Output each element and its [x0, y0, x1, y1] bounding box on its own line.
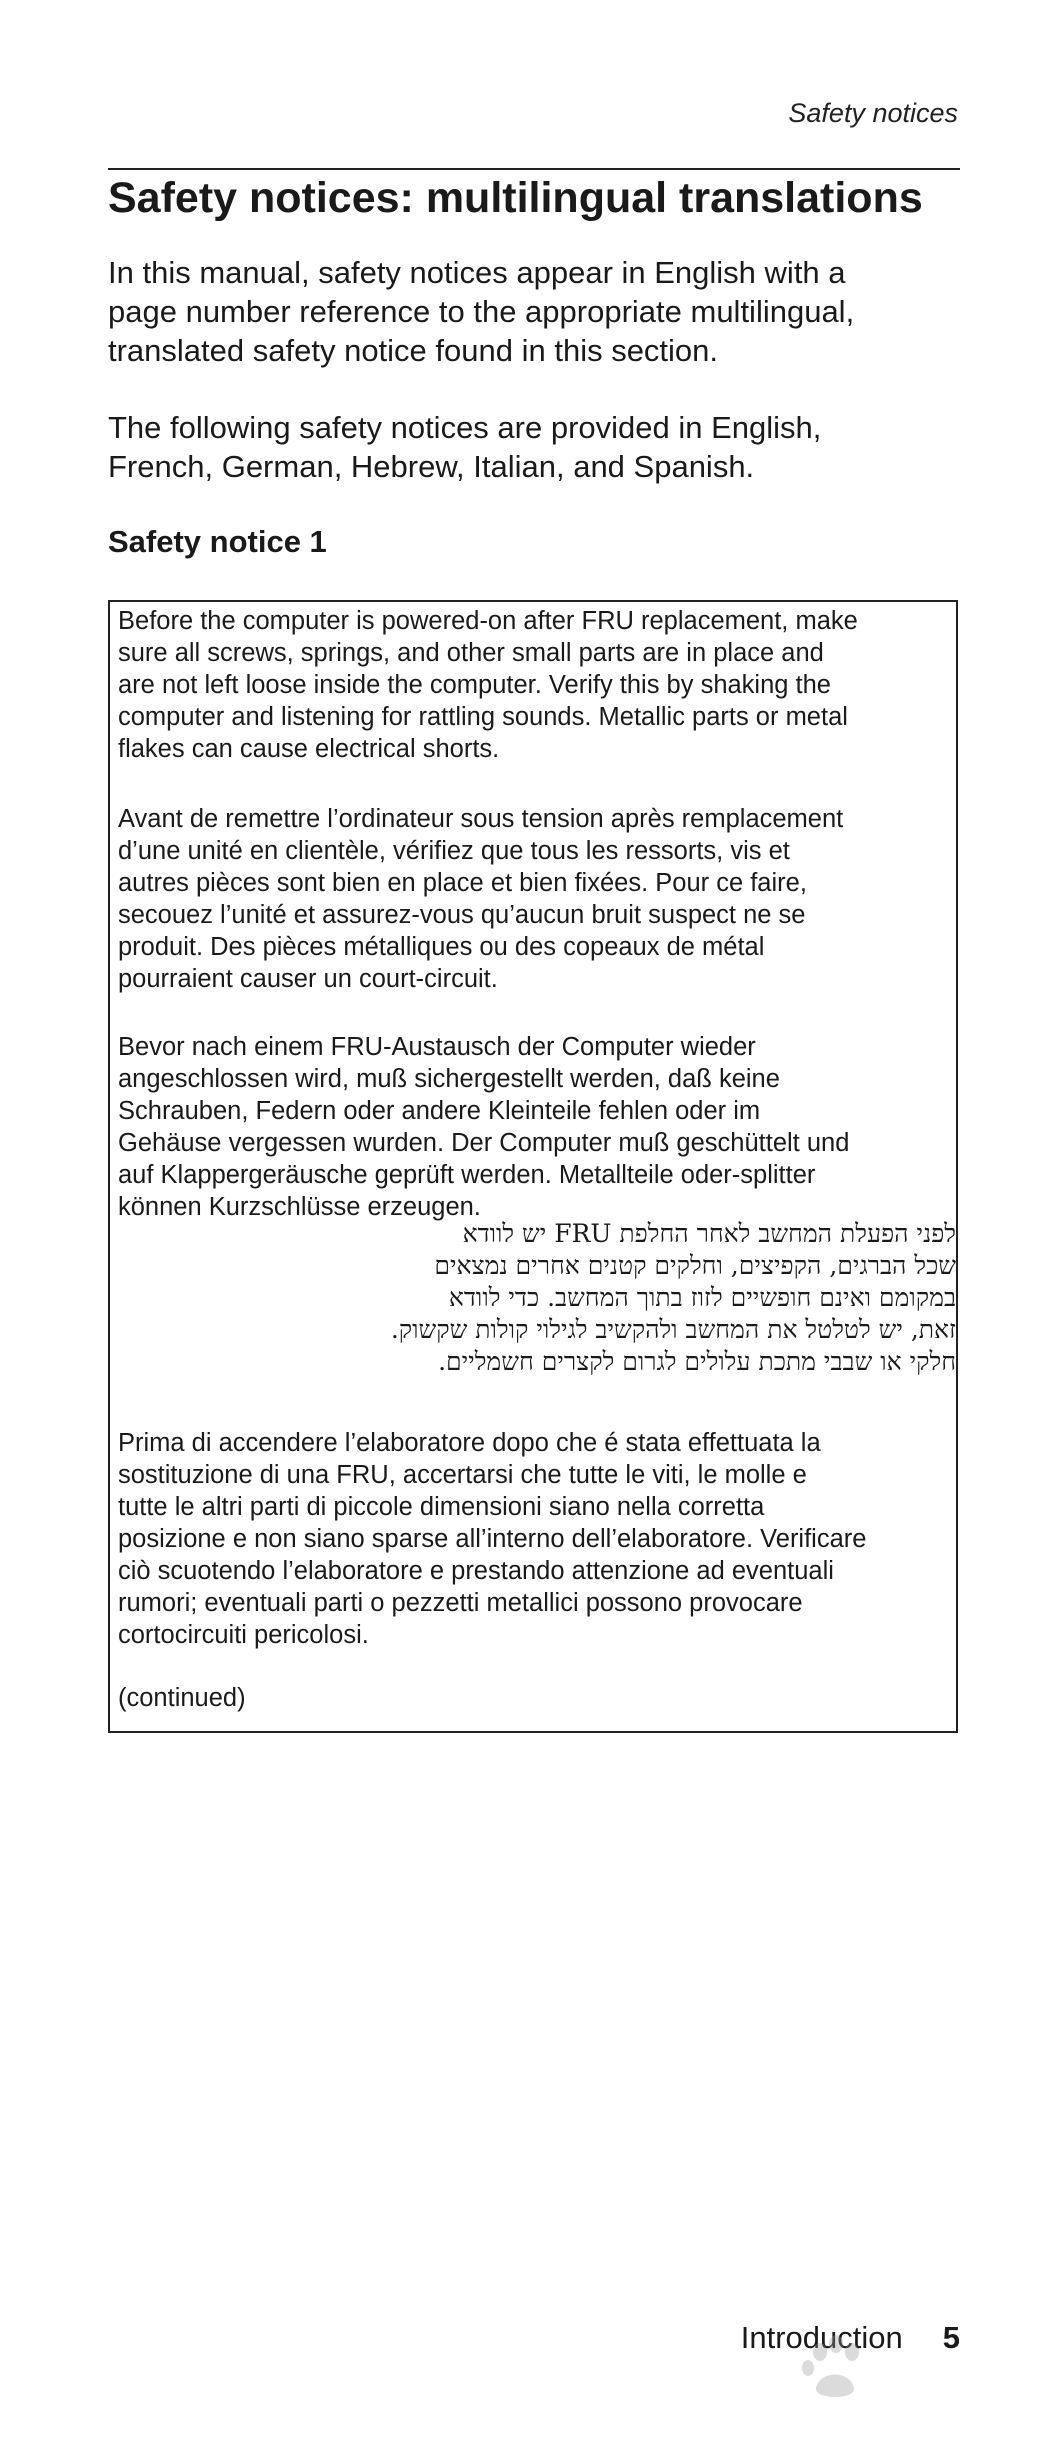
header-rule: [108, 168, 960, 170]
intro-text-1: In this manual, safety notices appear in English with a page number reference to the appropriate multilingual, translated safety notice found in this section.: [108, 255, 855, 368]
running-head: Safety notices: [788, 98, 958, 128]
page-number: 5: [942, 2320, 960, 2355]
watermark-paw-icon: [780, 2330, 976, 2420]
intro-paragraph-1: [108, 253, 968, 370]
notice-german: Bevor nach einem FRU-Austausch der Computer wieder angeschlossen wird, muß sichergestellt werden, daß keine Schrauben, Federn oder andere Kleinteile fehlen oder im Gehäuse vergessen wurden. Der Computer muß geschüttelt und auf Klappergeräusche geprüft werden. Metallteile oder-splitter können Kurzschlüsse erzeugen.: [118, 1033, 850, 1221]
footer-section: Introduction: [740, 2320, 903, 2355]
notice-italian: Prima di accendere l’elaboratore dopo che é stata effettuata la sostituzione di una FRU, accertarsi che tutte le viti, le molle e tutte le altri parti di piccole dimensioni siano nella corretta posizione e non siano sparse all’interno dell’elaboratore. Verificare ciò scuotendo l’elaboratore e prestando attenzione ad eventuali rumori; eventuali parti o pezzetti metallici possono provocare cortocircuiti pericolosi.: [118, 1429, 867, 1649]
page-title: Safety notices: multilingual translations: [108, 174, 923, 222]
intro-paragraph-2: [108, 408, 968, 486]
section-heading: Safety notice 1: [108, 524, 327, 559]
notice-hebrew: לפני הפעלת המחשב לאחר החלפת FRU יש לוודא שכל הברגים, הקפיצים, וחלקים קטנים אחרים נמצאים במקומם ואינם חופשיים לזוז בתוך המחשב. כדי לוודא זאת, יש לטלטל את המחשב ולהקשיב לגילוי קולות שקשוק. חלקי או שבבי מתכת עלולים לגרום לקצרים חשמליים.: [390, 1219, 956, 1376]
intro-text-2: The following safety notices are provided in English, French, German, Hebrew, Italian, and Spanish.: [108, 410, 822, 484]
continued-label: (continued): [118, 1684, 246, 1712]
notice-english: Before the computer is powered-on after FRU replacement, make sure all screws, springs, and other small parts are in place and are not left loose inside the computer. Verify this by shaking the computer and listening for rattling sounds. Metallic parts or metal flakes can cause electrical shorts.: [118, 607, 858, 763]
notice-french: Avant de remettre l’ordinateur sous tension après remplacement d’une unité en clientèle, vérifiez que tous les ressorts, vis et autres pièces sont bien en place et bien fixées. Pour ce faire, secouez l’unité et assurez-vous qu’aucun bruit suspect ne se produit. Des pièces métalliques ou des copeaux de métal pourraient causer un court-circuit.: [118, 805, 844, 993]
